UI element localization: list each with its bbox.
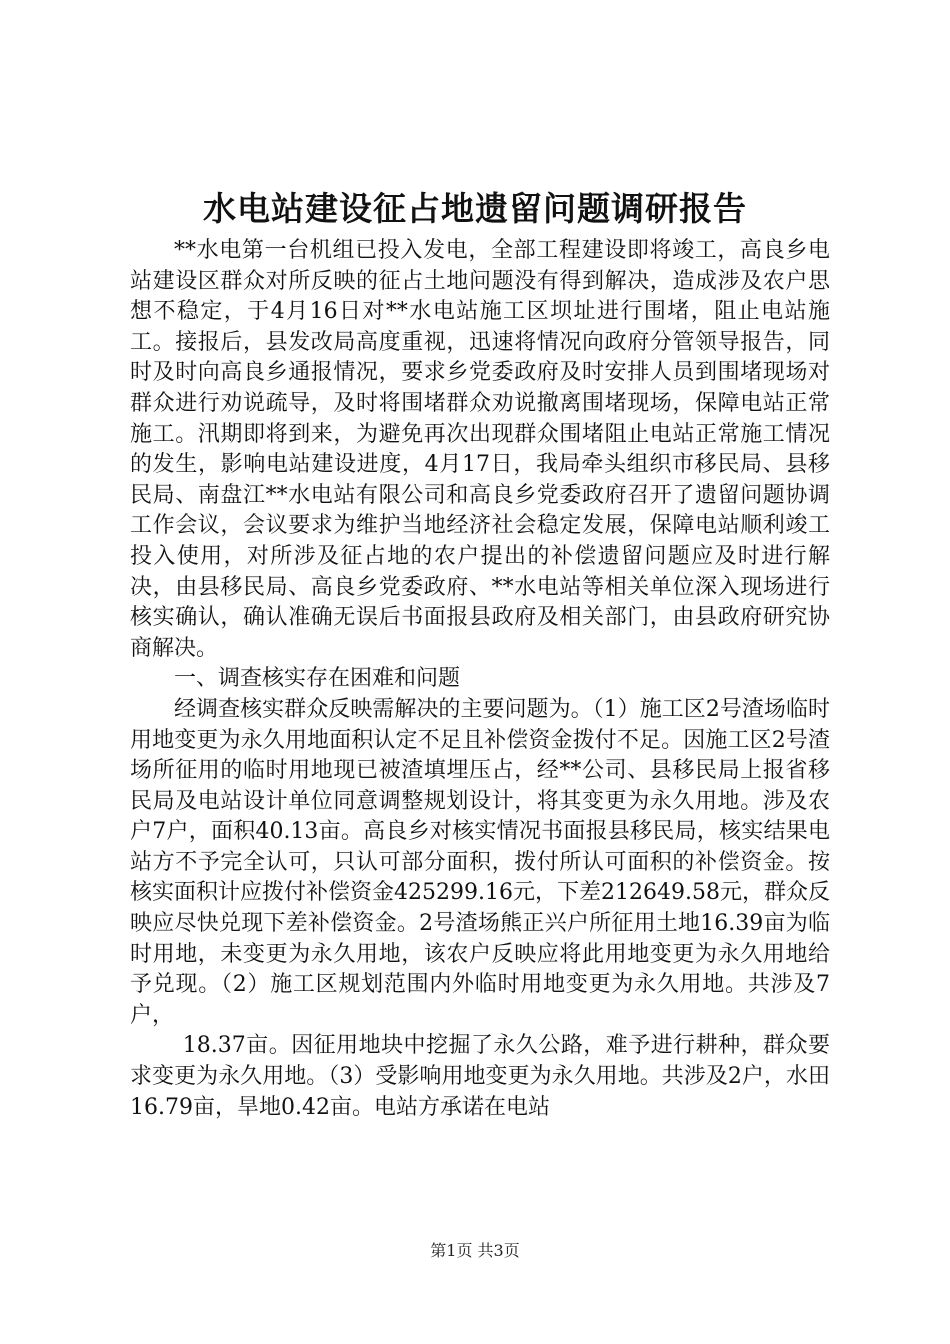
paragraph-continuation: 18.37亩。因征用地块中挖掘了永久公路，难予进行耕种，群众要求变更为永久用地。（3）受影响用地变更为永久用地。共涉及2户，水田16.79亩，旱地0.42亩。电站方承诺在电站	[130, 1033, 830, 1120]
page-number: 第1页 共3页	[430, 1241, 520, 1260]
section-heading: 一、调查核实存在困难和问题	[174, 666, 461, 692]
document-title: 水电站建设征占地遗留问题调研报告	[203, 189, 747, 228]
document-body	[130, 236, 830, 1123]
paragraph-intro: **水电第一台机组已投入发电，全部工程建设即将竣工，高良乡电站建设区群众对所反映的征占土地问题没有得到解决，造成涉及农户思想不稳定，于4月16日对**水电站施工区坝址进行围堵，阻止电站施工。接报后，县发改局高度重视，迅速将情况向政府分管领导报告，同时及时向高良乡通报情况，要求乡党委政府及时安排人员到围堵现场对群众进行劝说疏导，及时将围堵群众劝说撤离围堵现场，保障电站正常施工。汛期即将到来，为避免再次出现群众围堵阻止电站正常施工情况的发生，影响电站建设进度，4月17日，我局牵头组织市移民局、县移民局、南盘江**水电站有限公司和高良乡党委政府召开了遗留问题协调工作会议，会议要求为维护当地经济社会稳定发展，保障电站顺利竣工投入使用，对所涉及征占地的农户提出的补偿遗留问题应及时进行解决，由县移民局、高良乡党委政府、**水电站等相关单位深入现场进行核实确认，确认准确无误后书面报县政府及相关部门，由县政府研究协商解决。	[130, 238, 830, 661]
paragraph-problems: 经调查核实群众反映需解决的主要问题为。（1）施工区2号渣场临时用地变更为永久用地面积认定不足且补偿资金拨付不足。因施工区2号渣场所征用的临时用地现已被渣填埋压占，经**公司、县移民局上报省移民局及电站设计单位同意调整规划设计，将其变更为永久用地。涉及农户7户，面积40.13亩。高良乡对核实情况书面报县移民局，核实结果电站方不予完全认可，只认可部分面积，拨付所认可面积的补偿资金。按核实面积计应拨付补偿资金425299.16元，下差212649.58元，群众反映应尽快兑现下差补偿资金。2号渣场熊正兴户所征用土地16.39亩为临时用地，未变更为永久用地，该农户反映应将此用地变更为永久用地给予兑现。（2）施工区规划范围内外临时用地变更为永久用地。共涉及7户，	[130, 696, 830, 1028]
